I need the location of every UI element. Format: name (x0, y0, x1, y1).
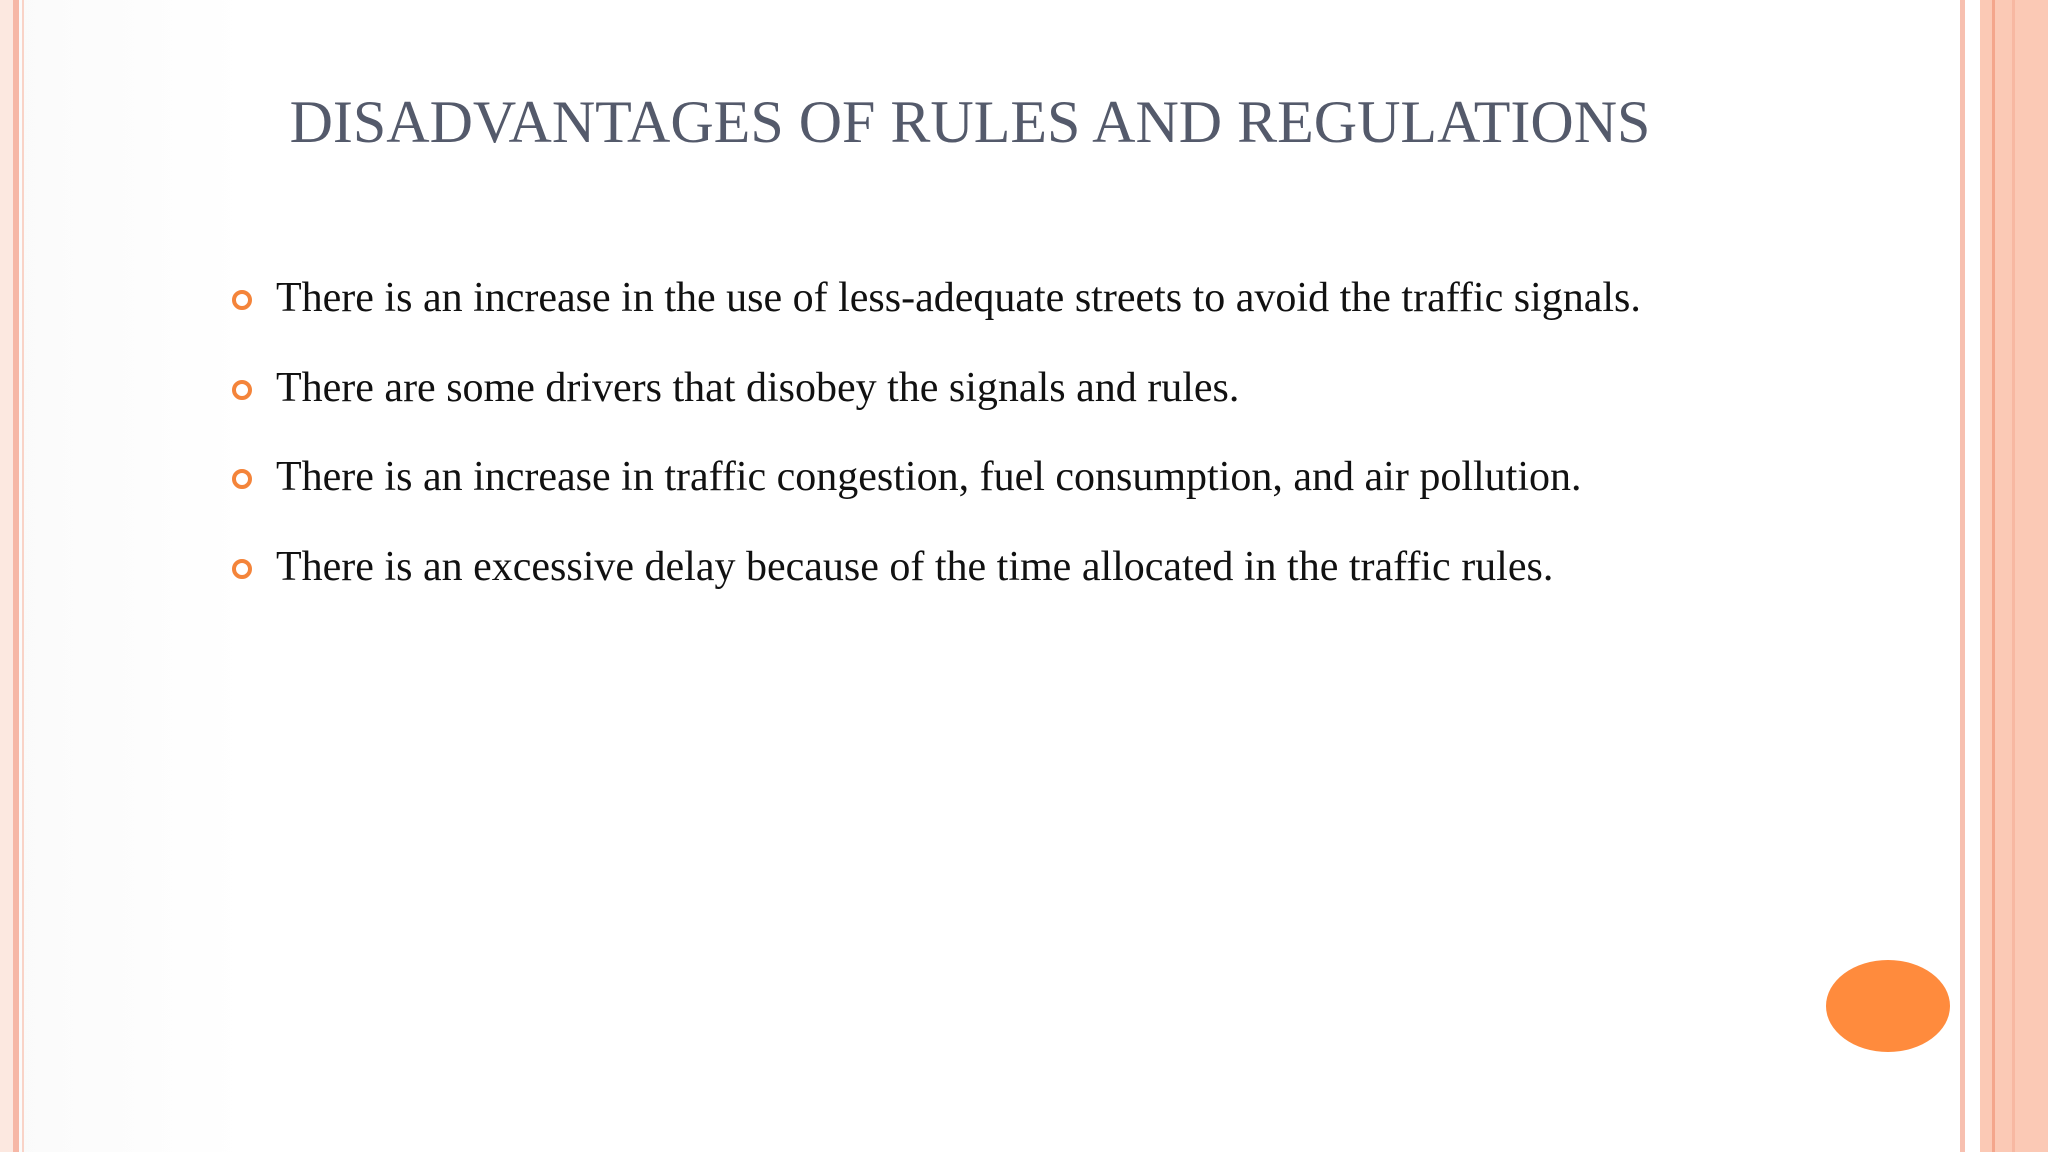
right-border-inner-line (1992, 0, 1995, 1152)
left-border-thin-line (22, 0, 24, 1152)
right-border-gap (1965, 0, 1980, 1152)
bullet-text: There are some drivers that disobey the signals and rules. (276, 364, 1240, 411)
bullet-item (230, 447, 1930, 537)
bullet-text: There is an excessive delay because of the time allocated in the traffic rules. (276, 543, 1554, 590)
bullet-item (230, 537, 1930, 627)
left-border-line (13, 0, 19, 1152)
slide-title: DISADVANTAGES OF RULES AND REGULATIONS (289, 89, 1651, 155)
bullet-text: There is an increase in traffic congestion, fuel consumption, and air pollution. (276, 454, 1582, 500)
right-border-inner-line-2 (2012, 0, 2015, 1152)
bullet-list (230, 268, 1930, 626)
hollow-circle-bullet-icon (232, 380, 252, 400)
bullet-item (230, 358, 1930, 448)
hollow-circle-bullet-icon (232, 469, 252, 489)
bullet-item (230, 268, 1930, 358)
left-border-decoration (0, 0, 13, 1152)
hollow-circle-bullet-icon (232, 290, 252, 310)
orange-circle-decoration (1826, 960, 1950, 1052)
bullet-text: There is an increase in the use of less-adequate streets to avoid the traffic signals. (276, 275, 1641, 321)
hollow-circle-bullet-icon (232, 559, 252, 579)
